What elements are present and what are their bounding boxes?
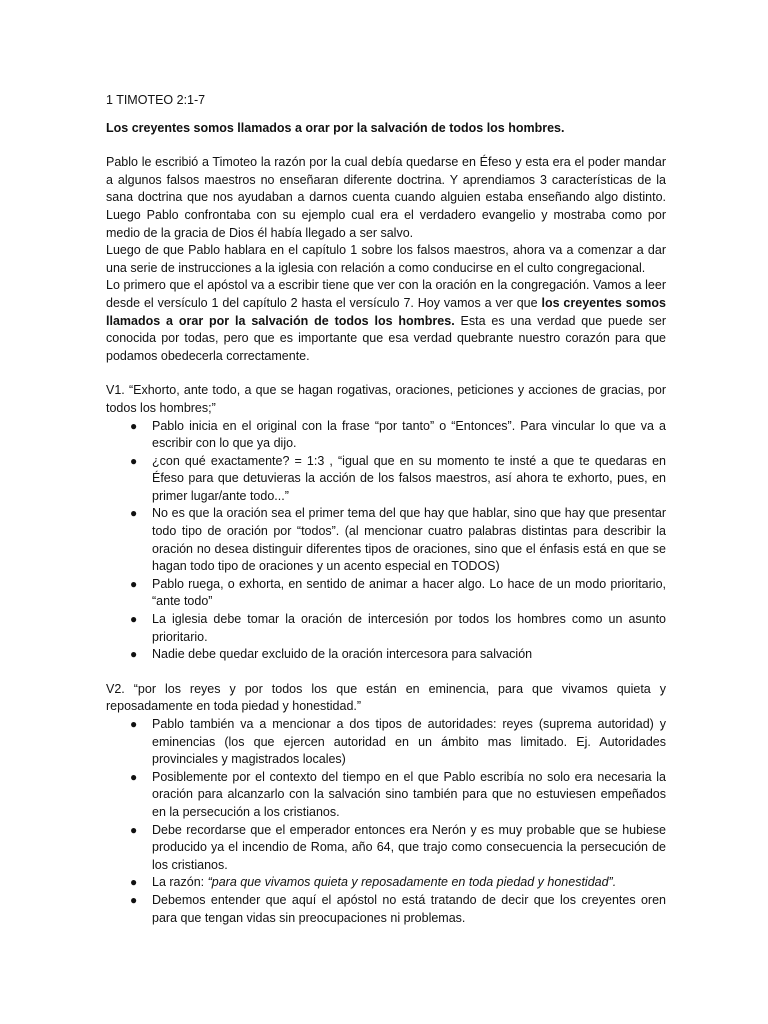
list-item <box>130 874 666 892</box>
list-item: ● Pablo inicia en el original con la frase “por tanto” o “Entonces”. Para vincular lo que va a escribir con lo que ya dijo. <box>130 418 666 451</box>
verse-2: V2. “por los reyes y por todos los que están en eminencia, para que vivamos quieta y reposadamente en toda piedad y honestidad.” <box>106 681 666 714</box>
bullet-icon: ● <box>130 453 138 468</box>
bullet-icon: ● <box>130 875 138 890</box>
bullet-icon: ● <box>130 892 138 907</box>
list-item: ● La iglesia debe tomar la oración de intercesión por todos los hombres como un asunto prioritario. <box>130 612 666 644</box>
list-item: ● Debe recordarse que el emperador entonces era Nerón y es muy probable que se hubiese producido ya el incendio de Roma, año 64, que trajo como consecuencia la persecución de los cristianos. <box>130 822 666 872</box>
reason-quote: “para que vivamos quieta y reposadamente en toda piedad y honestidad”. <box>207 875 617 890</box>
document-heading: 1 TIMOTEO 2:1-7 <box>106 93 206 107</box>
list-item: ● Posiblemente por el contexto del tiempo en el que Pablo escribía no solo era necesaria la oración para alcanzarlo con la salvación sino también para que no estuviesen empeñados en la persecución a los cristianos. <box>130 769 666 819</box>
list-item: ● Nadie debe quedar excluido de la oración intercesora para salvación <box>152 646 666 664</box>
intro-p3-end: Esta es una verdad que puede ser conocida por todas, pero que es importante que esa verdad quebrante nuestro corazón para que podamos obedecerla correctamente. <box>106 313 666 363</box>
bullet-icon: ● <box>130 612 138 627</box>
bullet-icon: ● <box>130 418 138 433</box>
verse-1-bullet-list <box>106 418 666 664</box>
list-item: ● Pablo también va a mencionar a dos tipos de autoridades: reyes (suprema autoridad) y eminencias (los que ejercen autoridad en un ámbito mas limitado. Ej. Autoridades provinciales y magistrados locales) <box>130 717 666 767</box>
bullet-icon: ● <box>130 647 138 662</box>
intro-paragraph-2: Luego de que Pablo hablara en el capítulo 1 sobre los falsos maestros, ahora va a comenzar a dar una serie de instrucciones a la iglesia con relación a como conducirse en el culto congregacional. <box>106 243 666 275</box>
intro-p3-start: Lo primero que el apóstol va a escribir tiene que ver con la oración en la congregación. Vamos a leer desde el versículo 1 del capítulo 2 hasta el versículo 7. Hoy vamos a ver que <box>106 278 666 310</box>
bullet-icon: ● <box>130 717 138 731</box>
document-subtitle: Los creyentes somos llamados a orar por la salvación de todos los hombres. <box>106 120 565 135</box>
verse-2-bullet-list <box>106 716 666 927</box>
intro-paragraph-3 <box>106 277 666 365</box>
list-item: ● ¿con qué exactamente? = 1:3 , “igual que en su momento te insté a que te quedaras en Éfeso para que detuvieras la acción de los falsos maestros, así ahora te exhorto, pues, en primer lugar/ante todo...” <box>130 453 666 503</box>
reason-label: La razón: <box>152 875 208 890</box>
list-item: ● Debemos entender que aquí el apóstol no está tratando de decir que los creyentes oren para que tengan vidas sin preocupaciones ni problemas. <box>130 892 666 925</box>
verse-1: V1. “Exhorto, ante todo, a que se hagan rogativas, oraciones, peticiones y acciones de gracias, por todos los hombres;” <box>106 383 666 415</box>
bullet-icon: ● <box>130 576 138 591</box>
list-item: ● Pablo ruega, o exhorta, en sentido de animar a hacer algo. Lo hace de un modo prioritario, “ante todo” <box>130 576 666 609</box>
bullet-icon: ● <box>130 506 138 521</box>
bullet-icon: ● <box>130 822 138 837</box>
list-item: ● No es que la oración sea el primer tema del que hay que hablar, sino que hay que presentar todo tipo de oración por “todos”. (al mencionar cuatro palabras distintas para describir la oración no desea distinguir diferentes tipos de oraciones, sino que el énfasis está en que se hagan todo tipo de oraciones y un acento especial en TODOS) <box>130 506 666 574</box>
intro-p3-bold: los creyentes somos llamados a orar por la salvación de todos los hombres. <box>106 295 666 328</box>
bullet-icon: ● <box>130 769 138 784</box>
intro-paragraph-1: Pablo le escribió a Timoteo la razón por la cual debía quedarse en Éfeso y esta era el poder mandar a algunos falsos maestros no enseñaran diferente doctrina. Y aprendiamos 3 características de la sana doctrina que nos ayudaban a darnos cuenta cuando alguien estaba enseñando algo distinto. Luego Pablo confrontaba con su ejemplo cual era el verdadero evangelio y mostraba como por medio de la gracia de Dios él había llegado a ser salvo. <box>106 155 666 240</box>
